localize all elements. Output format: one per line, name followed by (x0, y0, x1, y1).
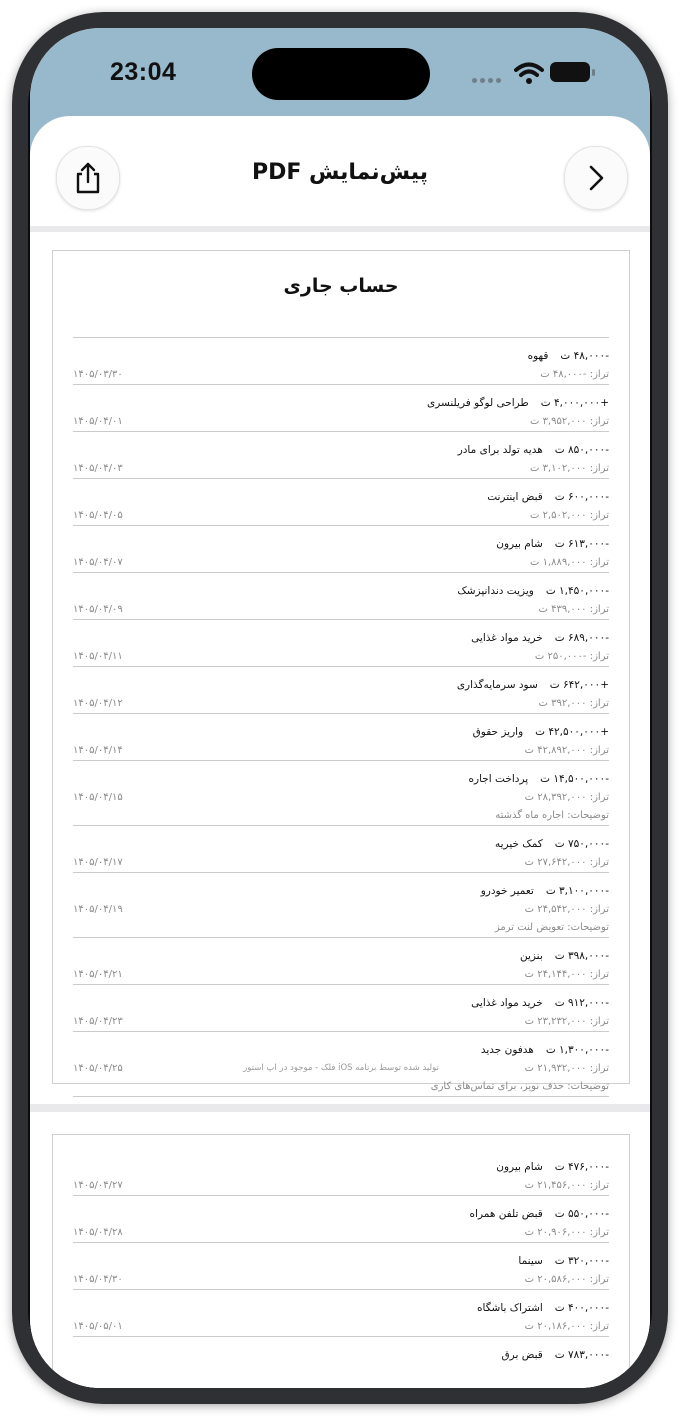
transaction-amount: -۶۰۰,۰۰۰ ت (554, 491, 609, 503)
transaction-amount: -۷۸۳,۰۰۰ ت (554, 1349, 609, 1361)
transaction-balance: تراز: ۴۲,۸۹۲,۰۰۰ ت (524, 745, 609, 756)
table-row (73, 526, 609, 573)
transaction-date: ۱۴۰۵/۰۴/۳۰ (73, 1274, 123, 1285)
transaction-description: شام بیرون (496, 1161, 543, 1173)
transaction-amount: +۴,۰۰۰,۰۰۰ ت (540, 397, 609, 409)
transaction-date: ۱۴۰۵/۰۴/۲۵ (73, 1063, 123, 1074)
table-row (73, 620, 609, 667)
transaction-balance: تراز: ۲۰,۵۸۶,۰۰۰ ت (524, 1274, 609, 1285)
wifi-icon (514, 61, 544, 85)
transaction-balance: تراز: ۲۸,۳۹۲,۰۰۰ ت (524, 792, 609, 803)
transaction-date: ۱۴۰۵/۰۴/۱۲ (73, 698, 123, 709)
pdf-preview-sheet (30, 116, 650, 1388)
transaction-balance: تراز: -۲۵۰,۰۰۰ ت (534, 651, 609, 662)
transaction-description: کمک خیریه (494, 838, 543, 850)
transaction-description: سود سرمایه‌گذاری (456, 679, 538, 691)
table-row (73, 1290, 609, 1337)
transaction-date: ۱۴۰۵/۰۴/۲۱ (73, 969, 123, 980)
transaction-description: هدفون جدید (480, 1044, 534, 1056)
transaction-date: ۱۴۰۵/۰۴/۰۵ (73, 510, 123, 521)
transaction-description: قبض اینترنت (487, 491, 543, 503)
transaction-description: واریز حقوق (472, 726, 524, 738)
table-row (73, 1337, 609, 1365)
transaction-date: ۱۴۰۵/۰۴/۱۹ (73, 904, 123, 915)
transaction-balance: تراز: ۳۹۲,۰۰۰ ت (538, 698, 609, 709)
table-row (73, 1243, 609, 1290)
transaction-balance: تراز: ۲۴,۵۴۲,۰۰۰ ت (524, 904, 609, 915)
transaction-amount: -۴۸,۰۰۰ ت (560, 350, 609, 362)
transaction-amount: -۱۴,۵۰۰,۰۰۰ ت (540, 773, 609, 785)
transaction-balance: تراز: ۲۰,۱۸۶,۰۰۰ ت (524, 1321, 609, 1332)
pdf-page-1 (52, 250, 630, 1092)
transaction-date: ۱۴۰۵/۰۴/۱۵ (73, 792, 123, 803)
document-footer: تولید شده توسط برنامه iOS فلک - موجود در اپ استور (243, 1063, 439, 1073)
transaction-balance: تراز: ۲۱,۹۳۲,۰۰۰ ت (524, 1063, 609, 1074)
table-row (73, 1149, 609, 1196)
transaction-description: طراحی لوگو فریلنسری (427, 397, 529, 409)
transaction-date: ۱۴۰۵/۰۴/۱۷ (73, 857, 123, 868)
transaction-balance: تراز: ۲۱,۴۵۶,۰۰۰ ت (524, 1180, 609, 1191)
transaction-description: تعمیر خودرو (480, 885, 534, 897)
transaction-balance: تراز: ۲۰,۹۰۶,۰۰۰ ت (524, 1227, 609, 1238)
page-title: پیش‌نمایش PDF (251, 160, 429, 185)
transaction-amount: -۹۱۲,۰۰۰ ت (554, 997, 609, 1009)
pdf-page-2 (52, 1134, 630, 1388)
document-title: حساب جاری (283, 275, 399, 297)
transaction-date: ۱۴۰۵/۰۴/۰۷ (73, 557, 123, 568)
transaction-amount: -۶۱۳,۰۰۰ ت (554, 538, 609, 550)
table-row (73, 338, 609, 385)
transaction-amount: -۳۲۰,۰۰۰ ت (554, 1255, 609, 1267)
transaction-amount: +۴۲,۵۰۰,۰۰۰ ت (535, 726, 609, 738)
transaction-date: ۱۴۰۵/۰۴/۲۳ (73, 1016, 123, 1027)
transaction-description: قبض تلفن همراه (469, 1208, 543, 1220)
transaction-list (73, 1149, 609, 1365)
transaction-balance: تراز: ۲۳,۲۳۲,۰۰۰ ت (524, 1016, 609, 1027)
table-row (73, 667, 609, 714)
table-row (73, 938, 609, 985)
dynamic-island (252, 48, 430, 100)
transaction-description: قهوه (527, 350, 549, 362)
screen (30, 28, 650, 1388)
table-row (73, 479, 609, 526)
transaction-note: توضیحات: تعویض لنت ترمز (494, 922, 609, 933)
transaction-amount: -۱,۴۵۰,۰۰۰ ت (545, 585, 609, 597)
transaction-list (73, 337, 609, 1097)
transaction-date: ۱۴۰۵/۰۳/۳۰ (73, 369, 123, 380)
back-button[interactable] (564, 146, 628, 210)
transaction-description: قبض برق (501, 1349, 543, 1361)
transaction-amount: -۴۰۰,۰۰۰ ت (554, 1302, 609, 1314)
table-row (73, 432, 609, 479)
transaction-note: توضیحات: اجاره ماه گذشته (495, 810, 609, 821)
transaction-amount: -۷۵۰,۰۰۰ ت (554, 838, 609, 850)
transaction-description: سینما (518, 1255, 543, 1267)
transaction-date: ۱۴۰۵/۰۵/۰۱ (73, 1321, 123, 1332)
status-time: 23:04 (110, 58, 177, 86)
transaction-balance: تراز: ۳,۹۵۲,۰۰۰ ت (529, 416, 609, 427)
transaction-description: هدیه تولد برای مادر (457, 444, 543, 456)
transaction-description: اشتراک باشگاه (477, 1302, 543, 1314)
transaction-amount: -۳۹۸,۰۰۰ ت (554, 950, 609, 962)
transaction-balance: تراز: ۱,۸۸۹,۰۰۰ ت (529, 557, 609, 568)
transaction-description: ویزیت دندانپزشک (457, 585, 534, 597)
transaction-date: ۱۴۰۵/۰۴/۰۳ (73, 463, 123, 474)
pdf-pages-scroll[interactable] (30, 232, 650, 1388)
transaction-amount: -۱,۳۰۰,۰۰۰ ت (545, 1044, 609, 1056)
transaction-description: شام بیرون (496, 538, 543, 550)
transaction-amount: -۸۵۰,۰۰۰ ت (554, 444, 609, 456)
transaction-date: ۱۴۰۵/۰۴/۲۷ (73, 1180, 123, 1191)
transaction-amount: -۳,۱۰۰,۰۰۰ ت (545, 885, 609, 897)
transaction-balance: تراز: ۲,۵۰۲,۰۰۰ ت (529, 510, 609, 521)
transaction-balance: تراز: ۳,۱۰۲,۰۰۰ ت (529, 463, 609, 474)
transaction-amount: -۴۷۶,۰۰۰ ت (554, 1161, 609, 1173)
transaction-description: بنزین (519, 950, 543, 962)
transaction-note: توضیحات: حذف نویز، برای تماس‌های کاری (430, 1081, 609, 1092)
table-row (73, 385, 609, 432)
transaction-description: خرید مواد غذایی (471, 632, 543, 644)
transaction-date: ۱۴۰۵/۰۴/۱۴ (73, 745, 123, 756)
transaction-amount: -۵۵۰,۰۰۰ ت (554, 1208, 609, 1220)
table-row (73, 826, 609, 873)
transaction-balance: تراز: -۴۸,۰۰۰ ت (540, 369, 609, 380)
transaction-date: ۱۴۰۵/۰۴/۰۹ (73, 604, 123, 615)
page-separator (30, 1104, 650, 1112)
table-row (73, 985, 609, 1032)
transaction-balance: تراز: ۲۷,۶۴۲,۰۰۰ ت (524, 857, 609, 868)
table-row (73, 1196, 609, 1243)
transaction-balance: تراز: ۴۳۹,۰۰۰ ت (538, 604, 609, 615)
battery-icon (550, 62, 590, 82)
table-row (73, 761, 609, 826)
transaction-date: ۱۴۰۵/۰۴/۰۱ (73, 416, 123, 427)
transaction-amount: -۶۸۹,۰۰۰ ت (554, 632, 609, 644)
table-row (73, 873, 609, 938)
transaction-amount: +۶۴۲,۰۰۰ ت (549, 679, 609, 691)
transaction-date: ۱۴۰۵/۰۴/۲۸ (73, 1227, 123, 1238)
transaction-description: پرداخت اجاره (468, 773, 529, 785)
transaction-date: ۱۴۰۵/۰۴/۱۱ (73, 651, 123, 662)
transaction-description: خرید مواد غذایی (471, 997, 543, 1009)
chevron-right-icon (586, 163, 606, 193)
transaction-balance: تراز: ۲۴,۱۴۴,۰۰۰ ت (524, 969, 609, 980)
cellular-signal-icon (472, 68, 512, 78)
table-row (73, 714, 609, 761)
table-row (73, 573, 609, 620)
